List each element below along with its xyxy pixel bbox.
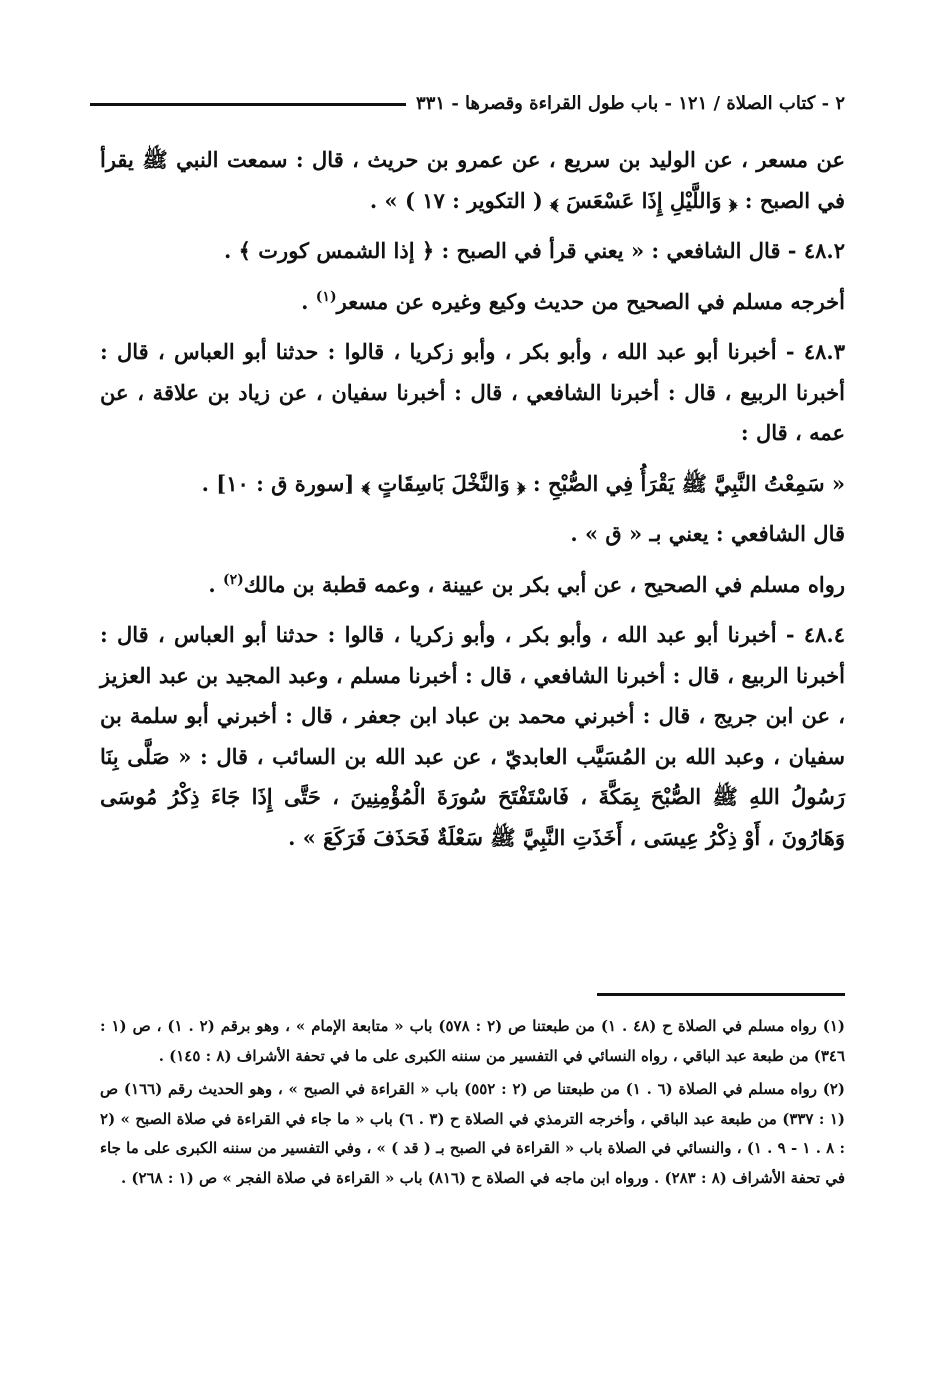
- paragraph-hadith-48-4: [100, 615, 845, 858]
- footnote-text: (٢) رواه مسلم في الصلاة (٦ . ١) من طبعتنا ص (٢ : ٥٥٢) باب « القراءة في الصبح » ، وهو الحديث رقم (١٦٦) ص (١ : ٣٣٧) من طبعة عبد الباقي ، وأخرجه الترمذي في الصلاة ح (٣ . ٦) باب « ما جاء في القراءة في صلاة الصبح » (٢ : ٨ . ١ - ٩ . ١) ، والنسائي في الصلاة باب « القراءة في الصبح بـ ( قد ) » ، وفي التفسير من سننه الكبرى على ما جاء في تحفة الأشراف (٨ : ٢٨٣) . ورواه ابن ماجه في الصلاة ح (٨١٦) باب « القراءة في صلاة الفجر » ص (١ : ٢٦٨) .: [100, 1080, 846, 1187]
- footnotes: [100, 1012, 845, 1197]
- paragraph-text: عن مسعر ، عن الوليد بن سريع ، عن عمرو بن حريث ، قال : سمعت النبي ﷺ يقرأ في الصبح : ﴿ وَاللَّيْلِ إِذَا عَسْعَسَ ﴾ ( التكوير : ١٧ ) » .: [100, 147, 845, 213]
- paragraph-takhrij-2: [100, 565, 845, 606]
- paragraph-tail: .: [301, 288, 316, 314]
- paragraph-text: رواه مسلم في الصحيح ، عن أبي بكر بن عيينة ، وعمه قطبة بن مالك: [243, 571, 845, 597]
- paragraph-hadith-48-3: [100, 332, 845, 454]
- paragraph-shafii-comment: [100, 514, 845, 555]
- paragraph-text: ٤٨.٣ - أخبرنا أبو عبد الله ، وأبو بكر ، وأبو زكريا ، قالوا : حدثنا أبو العباس ، قال : أخبرنا الربيع ، قال : أخبرنا الشافعي ، قال : أخبرنا سفيان ، عن زياد بن علاقة ، عن عمه ، قال :: [100, 339, 845, 445]
- paragraph-text: قال الشافعي : يعني بـ « ق » .: [570, 521, 845, 546]
- running-title: ٢ - كتاب الصلاة / ١٢١ - باب طول القراءة وقصرها - ٣٣١: [416, 93, 845, 114]
- footnote-2: [100, 1075, 845, 1193]
- paragraph-text: « سَمِعْتُ النَّبِيَّ ﷺ يَقْرَأُ فِي الصُّبْحِ : ﴿ وَالنَّخْلَ بَاسِقَاتٍ ﴾ [سورة ق : ١٠] .: [201, 470, 845, 496]
- paragraph-text: ٤٨.٤ - أخبرنا أبو عبد الله ، وأبو بكر ، وأبو زكريا ، قالوا : حدثنا أبو العباس ، قال : أخبرنا الربيع ، قال : أخبرنا الشافعي ، قال : أخبرنا مسلم ، وعبد المجيد بن عبد العزيز ، عن ابن جريج ، قال : أخبرني محمد بن عباد ابن جعفر ، قال : أخبرني أبو سلمة بن سفيان ، وعبد الله بن المُسَيَّب العابديّ ، عن عبد الله بن السائب ، قال : « صَلَّى بِنَا رَسُولُ اللهِ ﷺ الصُّبْحَ بِمَكَّةَ ، فَاسْتَفْتَحَ سُورَةَ الْمُؤْمِنِينَ ، حَتَّى إِذَا جَاءَ ذِكْرُ مُوسَى وَهَارُونَ ، أَوْ ذِكْرُ عِيسَى ، أَخَذَتِ النَّبِيَّ ﷺ سَعْلَةٌ فَحَذَفَ فَرَكَعَ » .: [100, 622, 845, 850]
- footnote-separator: [597, 993, 845, 996]
- main-text: [100, 140, 845, 858]
- footnote-ref-2[interactable]: (٢): [222, 571, 244, 588]
- paragraph-text: أخرجه مسلم في الصحيح من حديث وكيع وغيره عن مسعر: [336, 288, 845, 314]
- running-header: [90, 80, 845, 114]
- footnote-text: (١) رواه مسلم في الصلاة ح (٤٨ . ١) من طبعتنا ص (٢ : ٥٧٨) باب « متابعة الإمام » ، وهو برقم (٢ . ١) ، ص (١ : ٣٤٦) من طبعة عبد الباقي ، رواه النسائي في التفسير من سننه الكبرى على ما في تحفة الأشراف (٨ : ١٤٥) .: [100, 1017, 845, 1065]
- paragraph-hadith-48-2: [100, 231, 845, 272]
- paragraph-tail: .: [208, 571, 223, 597]
- paragraph-takhrij-1: [100, 282, 845, 323]
- footnote-1: [100, 1012, 845, 1071]
- footnote-ref-1[interactable]: (١): [315, 288, 337, 305]
- paragraph-continuation: [100, 140, 845, 221]
- paragraph-text: ٤٨.٢ - قال الشافعي : « يعني قرأ في الصبح : ﴿ إذا الشمس كورت ﴾ .: [224, 238, 845, 263]
- paragraph-quote: [100, 464, 845, 505]
- header-rule: [90, 103, 406, 106]
